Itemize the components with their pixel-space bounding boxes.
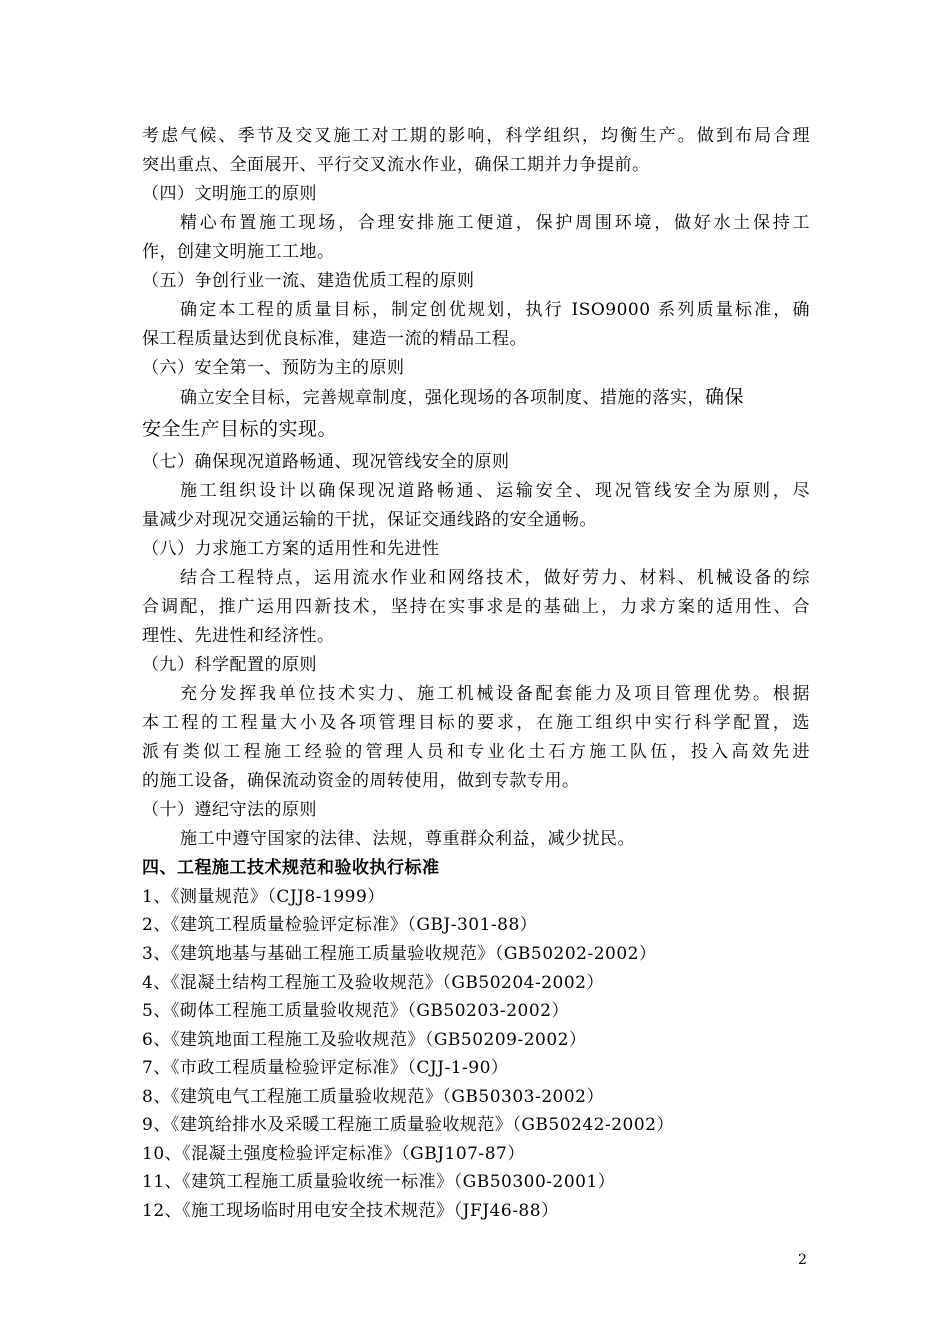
standard-item: 6、《建筑地面工程施工及验收规范》（GB50209-2002） bbox=[142, 1030, 587, 1050]
standard-item: 3、《建筑地基与基础工程施工质量验收规范》（GB50202-2002） bbox=[142, 944, 657, 964]
body-line: 合调配，推广运用四新技术，坚持在实事求是的基础上，力求方案的适用性、合 bbox=[142, 597, 810, 617]
subheading: （十）遵纪守法的原则 bbox=[142, 800, 317, 820]
body-line: 精心布置施工现场，合理安排施工便道，保护周围环境，做好水土保持工 bbox=[180, 213, 810, 233]
body-line: 施工组织设计以确保现况道路畅通、运输安全、现况管线安全为原则，尽 bbox=[180, 481, 810, 501]
page-number: 2 bbox=[798, 1252, 807, 1268]
body-line: 本工程的工程量大小及各项管理目标的要求，在施工组织中实行科学配置，选 bbox=[142, 713, 810, 733]
section-heading: 四、工程施工技术规范和验收执行标准 bbox=[142, 858, 440, 878]
body-line: 保工程质量达到优良标准，建造一流的精品工程。 bbox=[142, 329, 527, 349]
body-line: 派有类似工程施工经验的管理人员和专业化土石方施工队伍，投入高效先进 bbox=[142, 742, 810, 762]
body-line: 结合工程特点，运用流水作业和网络技术，做好劳力、材料、机械设备的综 bbox=[180, 568, 810, 588]
subheading: （八）力求施工方案的适用性和先进性 bbox=[142, 539, 440, 559]
subheading: （七）确保现况道路畅通、现况管线安全的原则 bbox=[142, 452, 510, 472]
body-line-part: 确保 bbox=[705, 386, 745, 408]
standard-item: 10、《混凝土强度检验评定标准》（GBJ107-87） bbox=[142, 1144, 525, 1164]
standard-item: 4、《混凝土结构工程施工及验收规范》（GB50204-2002） bbox=[142, 973, 604, 993]
body-line: 施工中遵守国家的法律、法规，尊重群众利益，减少扰民。 bbox=[180, 829, 635, 849]
body-line: 确定本工程的质量目标，制定创优规划，执行 ISO9000 系列质量标准，确 bbox=[180, 300, 810, 320]
standard-item: 7、《市政工程质量检验评定标准》（CJJ-1-90） bbox=[142, 1058, 509, 1078]
standard-item: 5、《砌体工程施工质量验收规范》（GB50203-2002） bbox=[142, 1001, 569, 1021]
body-line: 突出重点、全面展开、平行交叉流水作业，确保工期并力争提前。 bbox=[142, 155, 650, 175]
body-line: 充分发挥我单位技术实力、施工机械设备配套能力及项目管理优势。根据 bbox=[180, 684, 810, 704]
body-line: 量减少对现况交通运输的干扰，保证交通线路的安全通畅。 bbox=[142, 510, 597, 530]
standard-item: 8、《建筑电气工程施工质量验收规范》（GB50303-2002） bbox=[142, 1087, 604, 1107]
body-line-part: 确立安全目标，完善规章制度，强化现场的各项制度、措施的落实， bbox=[180, 388, 705, 408]
body-line bbox=[180, 382, 810, 409]
subheading: （六）安全第一、预防为主的原则 bbox=[142, 358, 405, 378]
subheading: （五）争创行业一流、建造优质工程的原则 bbox=[142, 271, 475, 291]
subheading: （九）科学配置的原则 bbox=[142, 655, 317, 675]
standard-item: 11、《建筑工程施工质量验收统一标准》（GB50300-2001） bbox=[142, 1172, 616, 1192]
body-line: 作，创建文明施工工地。 bbox=[142, 242, 335, 262]
standard-item: 2、《建筑工程质量检验评定标准》（GBJ-301-88） bbox=[142, 915, 538, 935]
body-line: 考虑气候、季节及交叉施工对工期的影响，科学组织，均衡生产。做到布局合理 bbox=[142, 126, 810, 146]
standard-item: 1、《测量规范》（CJJ8-1999） bbox=[142, 887, 385, 907]
standard-item: 9、《建筑给排水及采暖工程施工质量验收规范》（GB50242-2002） bbox=[142, 1115, 674, 1135]
subheading: （四）文明施工的原则 bbox=[142, 184, 317, 204]
body-line: 理性、先进性和经济性。 bbox=[142, 626, 335, 646]
standard-item: 12、《施工现场临时用电安全技术规范》（JFJ46-88） bbox=[142, 1201, 559, 1221]
body-line: 的施工设备，确保流动资金的周转使用，做到专款专用。 bbox=[142, 771, 580, 791]
body-line: 安全生产目标的实现。 bbox=[142, 418, 338, 440]
